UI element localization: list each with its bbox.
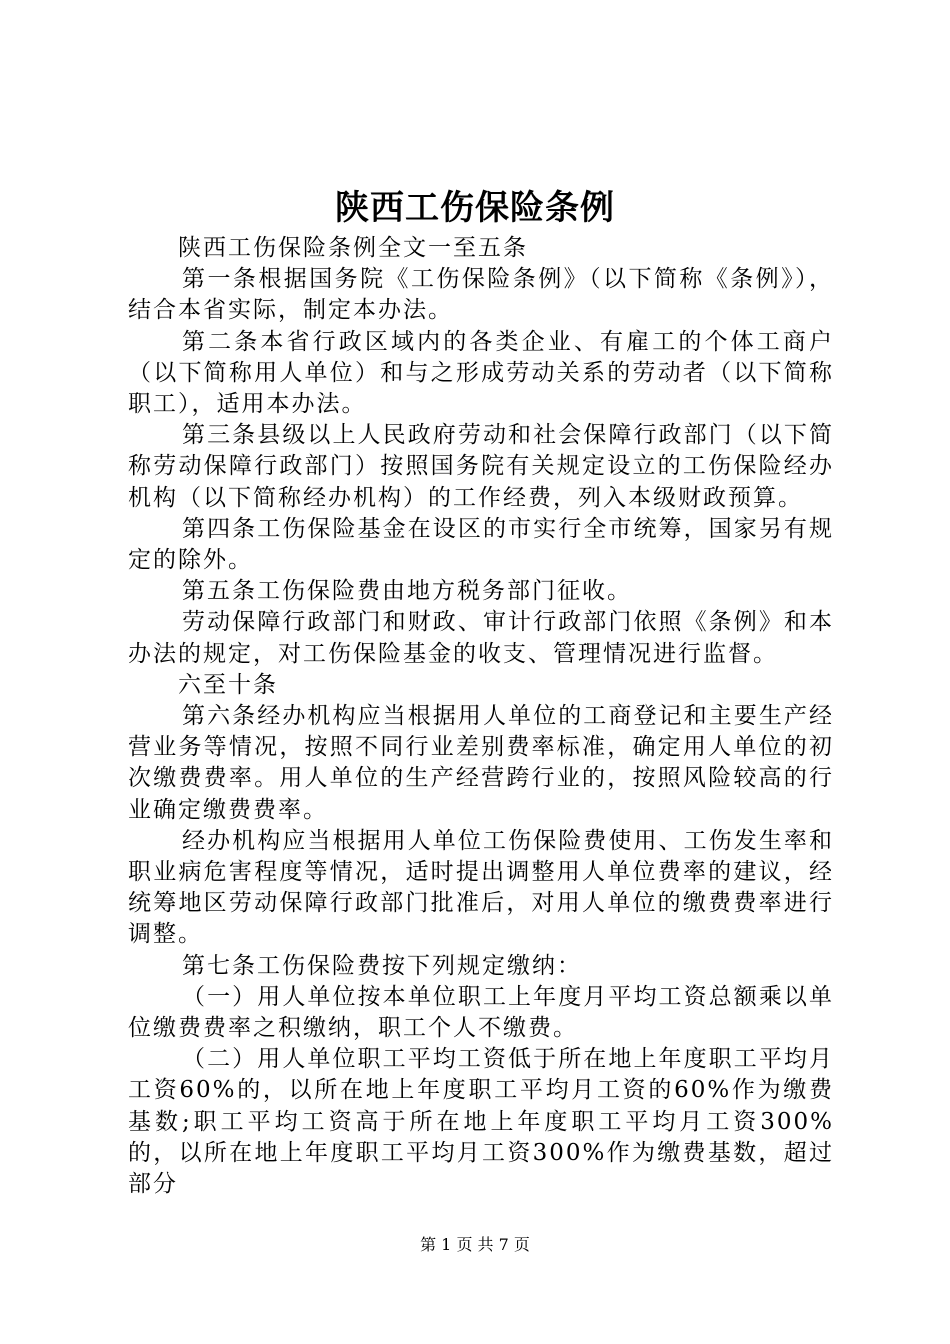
paragraph: 第七条工伤保险费按下列规定缴纳： bbox=[182, 952, 582, 979]
page-footer: 第 1 页 共 7 页 bbox=[420, 1235, 530, 1254]
paragraph: 第六条经办机构应当根据用人单位的工商登记和主要生产经营业务等情况，按照不同行业差别费率标准，确定用人单位的初次缴费费率。用人单位的生产经营跨行业的，按照风险较高的行业确定缴费费率。 bbox=[128, 703, 834, 823]
paragraph: 第三条县级以上人民政府劳动和社会保障行政部门（以下简称劳动保障行政部门）按照国务院有关规定设立的工伤保险经办机构（以下简称经办机构）的工作经费，列入本级财政预算。 bbox=[128, 422, 834, 511]
paragraph: （二）用人单位职工平均工资低于所在地上年度职工平均月工资60%的，以所在地上年度职工平均月工资的60%作为缴费基数;职工平均工资高于所在地上年度职工平均月工资300%的，以所在地上年度职工平均月工资300%作为缴费基数，超过部分 bbox=[128, 1046, 834, 1198]
paragraph: 经办机构应当根据用人单位工伤保险费使用、工伤发生率和职业病危害程度等情况，适时提出调整用人单位费率的建议，经统筹地区劳动保障行政部门批准后，对用人单位的缴费费率进行调整。 bbox=[128, 827, 834, 948]
section-heading: 陕西工伤保险条例全文一至五条 bbox=[178, 235, 528, 261]
paragraph: 第五条工伤保险费由地方税务部门征收。 bbox=[182, 578, 632, 605]
paragraph: 第二条本省行政区域内的各类企业、有雇工的个体工商户（以下简称用人单位）和与之形成劳动关系的劳动者（以下简称职工），适用本办法。 bbox=[128, 328, 834, 418]
paragraph: （一）用人单位按本单位职工上年度月平均工资总额乘以单位缴费费率之积缴纳，职工个人不缴费。 bbox=[128, 983, 834, 1042]
paragraph: 第一条根据国务院《工伤保险条例》（以下简称《条例》），结合本省实际，制定本办法。 bbox=[128, 266, 834, 324]
section-heading: 六至十条 bbox=[178, 671, 278, 698]
document-body bbox=[128, 233, 834, 1200]
paragraph: 劳动保障行政部门和财政、审计行政部门依照《条例》和本办法的规定，对工伤保险基金的收支、管理情况进行监督。 bbox=[128, 609, 834, 667]
paragraph: 第四条工伤保险基金在设区的市实行全市统筹，国家另有规定的除外。 bbox=[128, 515, 834, 574]
document-title: 陕西工伤保险条例 bbox=[335, 188, 615, 228]
